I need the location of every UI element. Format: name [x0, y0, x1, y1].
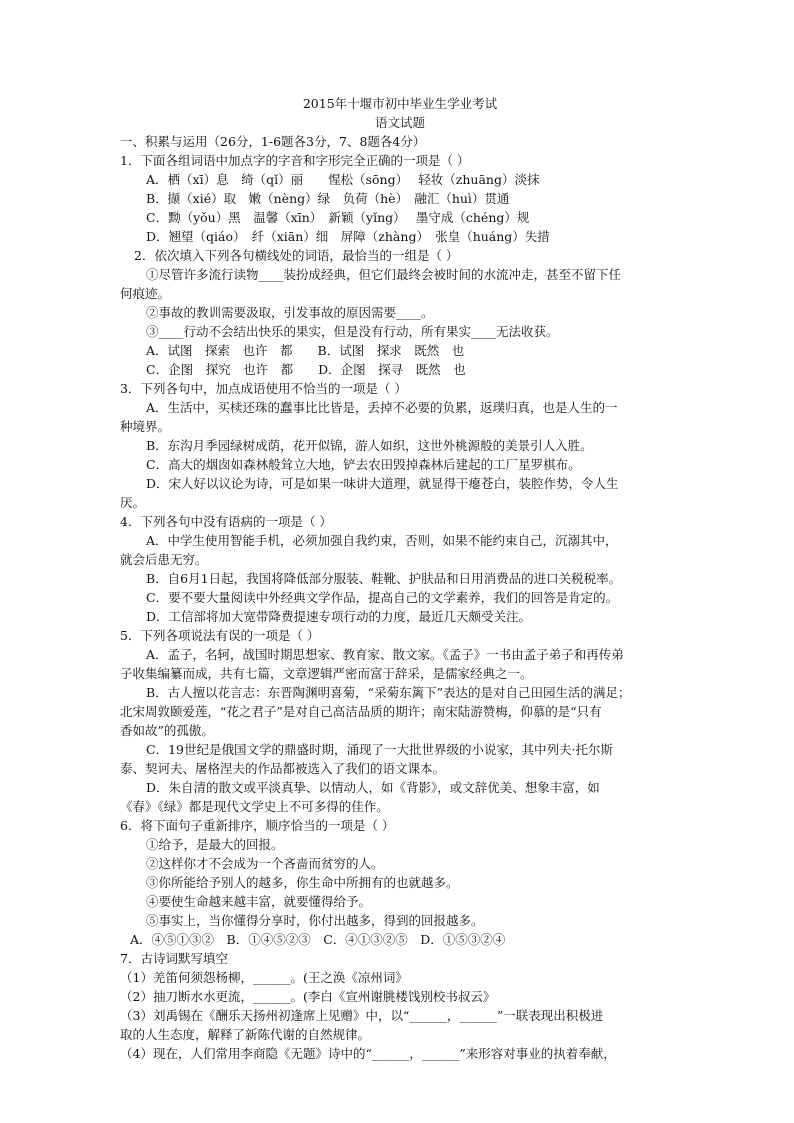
q7-part-3-cont: 取的人生态度，解释了新陈代谢的自然规律。: [120, 1027, 371, 1042]
q6-sentence-3: ③你所能给予别人的越多，你生命中所拥有的也就越多。: [146, 875, 459, 890]
q5-stem: 5．下列各项说法有误的一项是（ ）: [120, 628, 320, 643]
q4-option-b: B．自6月1日起，我国将降低部分服装、鞋靴、护肤品和日用消费品的进口关税税率。: [146, 571, 622, 586]
q1-option-a: A．栖（xī）息 绮（qǐ）丽 惺松（sōng） 轻妆（zhuāng）淡抹: [146, 172, 540, 187]
q4-option-d: D．工信部将加大宽带降费提速专项行动的力度，最近几天颇受关注。: [146, 609, 532, 624]
q4-option-c: C．要不要大量阅读中外经典文学作品，提高自己的文学素养，我们的回答是肯定的。: [146, 590, 619, 605]
section-heading: 一、积累与运用（26分，1-6题各3分，7、8题各4分）: [120, 134, 426, 149]
q6-sentence-4: ④要使生命越来越丰富，就要懂得给予。: [146, 894, 372, 909]
q2-sentence-3: ③____行动不会结出快乐的果实，但是没有行动，所有果实____无法收获。: [146, 324, 559, 339]
q5-option-b-cont-2: 香如故”的孤傲。: [120, 723, 214, 738]
q3-option-d-cont: 厌。: [120, 495, 146, 510]
q7-part-4: （4）现在，人们常用李商隐《无题》诗中的“______，______”来形容对事业的执着奉献，: [120, 1046, 616, 1061]
q5-option-d: D．朱自清的散文或平淡真挚、以情动人，如《背影》，或文辞优美、想象丰富，如: [146, 780, 600, 795]
q3-option-a: A．生活中，买椟还珠的蠢事比比皆是，丢掉不必要的负累，返璞归真，也是人生的一: [146, 400, 618, 415]
q1-option-c: C．黝（yǒu）黑 温馨（xīn） 新颖（yǐng） 墨守成（chéng）规: [146, 210, 530, 225]
q5-option-c: C．19世纪是俄国文学的鼎盛时期，涌现了一大批世界级的小说家，其中列夫·托尔斯: [146, 742, 613, 757]
q1-option-b: B．撷（xié）取 嫩（nèng）绿 负荷（hè） 融汇（huì）贯通: [146, 191, 510, 206]
q2-options-cd: C．企图 探究 也许 都 D．企图 探寻 既然 也: [146, 362, 466, 377]
q6-sentence-2: ②这样你才不会成为一个吝啬而贫穷的人。: [146, 856, 384, 871]
q6-stem: 6．将下面句子重新排序，顺序恰当的一项是（ ）: [120, 818, 395, 833]
exam-title: 2015年十堰市初中毕业生学业考试: [302, 96, 498, 111]
q3-option-c: C．高大的烟囱如森林般耸立大地，铲去农田毁掉森林后建起的工厂星罗棋布。: [146, 457, 581, 472]
q2-sentence-2: ②事故的教训需要汲取，引发事故的原因需要____。: [146, 305, 434, 320]
q5-option-a-cont: 子收集编纂而成，共有七篇，文章逻辑严密而富于辞采，是儒家经典之一。: [120, 666, 533, 681]
q2-sentence-1-cont: 何痕迹。: [120, 286, 171, 301]
q7-part-3: （3）刘禹锡在《酬乐天扬州初逢席上见赠》中，以“______，______”一联表现出积极进: [120, 1008, 604, 1023]
q6-options: A．④⑤①③② B．①④⑤②③ C．④①③②⑤ D．①⑤③②④: [130, 932, 506, 947]
q2-stem: 2．依次填入下列各句横线处的词语，最恰当的一组是（ ）: [134, 248, 459, 263]
q7-stem: 7．古诗词默写填空: [120, 951, 228, 966]
q4-option-a-cont: 就会后患无穷。: [120, 552, 208, 567]
exam-subtitle: 语文试题: [374, 115, 425, 130]
q2-sentence-1: ①尽管许多流行读物____装扮成经典，但它们最终会被时间的水流冲走，甚至不留下任: [146, 267, 622, 282]
q1-stem: 1．下面各组词语中加点字的字音和字形完全正确的一项是（ ）: [120, 153, 470, 168]
q5-option-a: A．孟子，名轲，战国时期思想家、教育家、散文家。《孟子》一书由孟子弟子和再传弟: [146, 647, 624, 662]
q3-stem: 3．下列各句中，加点成语使用不恰当的一项是（ ）: [120, 381, 407, 396]
q3-option-a-cont: 种境界。: [120, 419, 171, 434]
q5-option-d-cont: 《春》《绿》都是现代文学史上不可多得的佳作。: [120, 799, 389, 814]
q6-sentence-5: ⑤事实上，当你懂得分享时，你付出越多，得到的回报越多。: [146, 913, 484, 928]
q3-option-b: B．东沟月季园绿树成荫，花开似锦，游人如织，这世外桃源般的美景引人入胜。: [146, 438, 593, 453]
q7-part-1: （1）羌笛何须怨杨柳，______。(王之涣《凉州词》: [120, 970, 408, 985]
q5-option-c-cont: 泰、契诃夫、屠格涅夫的作品都被选入了我们的语文课本。: [120, 761, 446, 776]
q3-option-d: D．宋人好以议论为诗，可是如果一味讲大道理，就显得干瘪苍白，装腔作势，令人生: [146, 476, 619, 491]
q5-option-b: B．古人擅以花言志：东晋陶渊明喜菊，“采菊东篱下”表达的是对自己田园生活的满足；: [146, 685, 631, 700]
q5-option-b-cont-1: 北宋周敦颐爱莲，“花之君子”是对自己高洁品质的期许；南宋陆游赞梅，仰慕的是“只有: [120, 704, 602, 719]
q2-options-ab: A．试图 探索 也许 都 B．试图 探求 既然 也: [146, 343, 465, 358]
q6-sentence-1: ①给予，是最大的回报。: [146, 837, 284, 852]
q1-option-d: D．翘望（qiáo） 纤（xiān）细 屏障（zhàng） 张皇（huáng）失措: [146, 229, 550, 244]
q7-part-2: （2）抽刀断水水更流，______。(李白《宣州谢朓楼饯别校书叔云》: [120, 989, 496, 1004]
q4-stem: 4．下列各句中没有语病的一项是（ ）: [120, 514, 332, 529]
q4-option-a: A．中学生使用智能手机，必须加强自我约束，否则，如果不能约束自己，沉溺其中，: [146, 533, 618, 548]
